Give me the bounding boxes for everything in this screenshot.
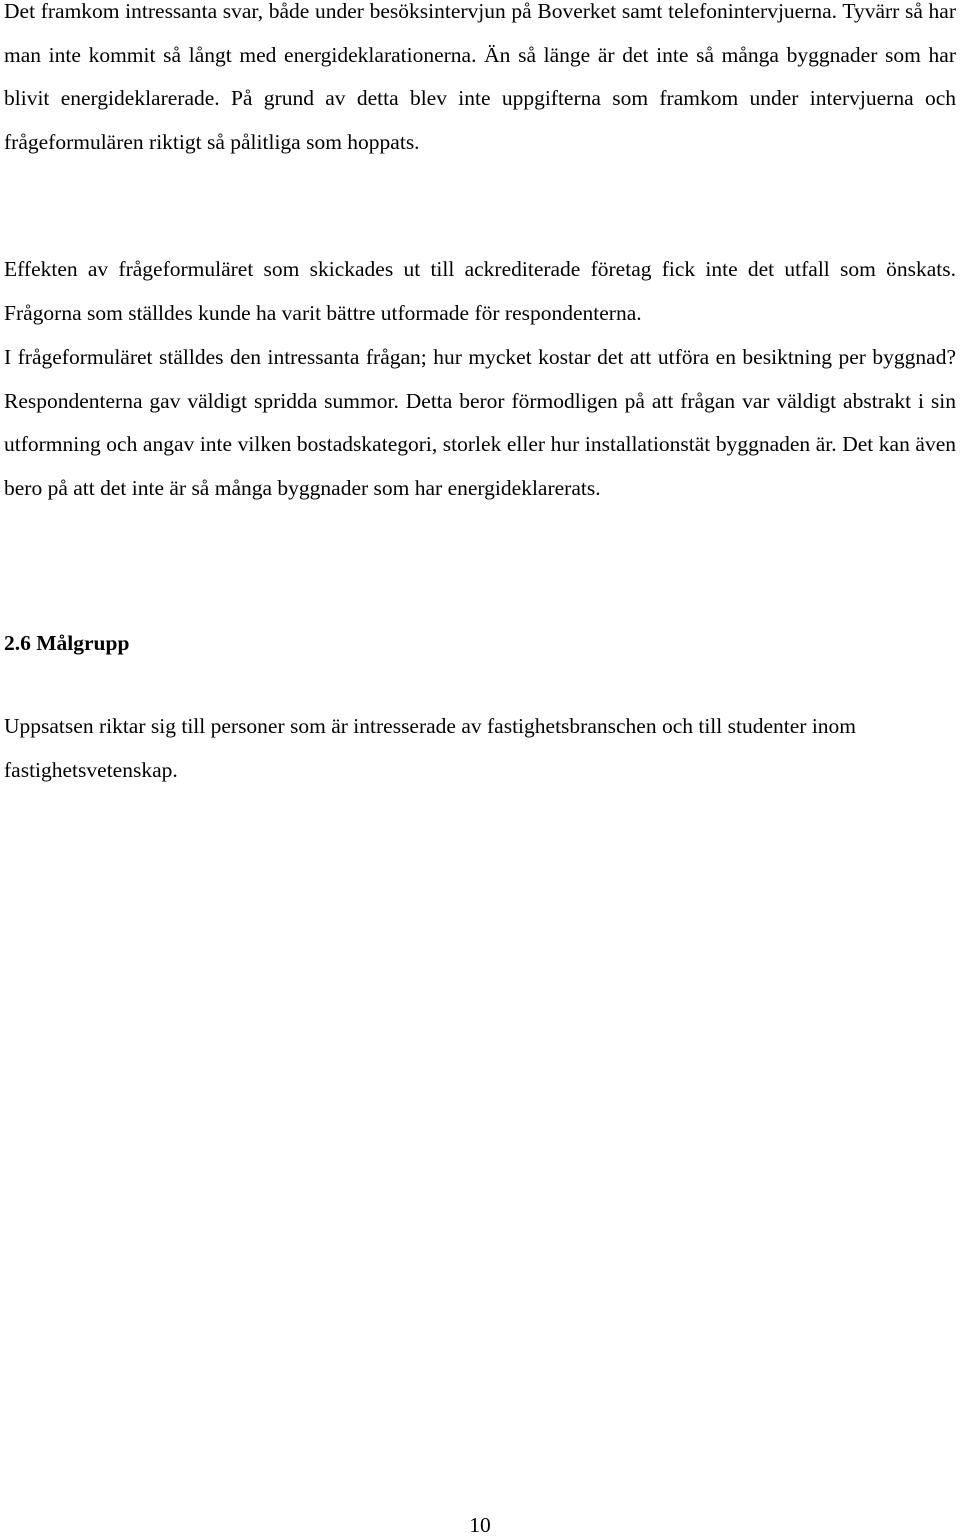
paragraph-inspection-cost: I frågeformuläret ställdes den intressanta frågan; hur mycket kostar det att utföra en besiktning per byggnad? Respondenterna gav väldigt spridda summor. Detta beror förmodligen på att frågan var väldigt abstrakt i sin utformning och angav inte vilken bostadskategori, storlek eller hur installationstät byggnaden är. Det kan även bero på att det inte är så många byggnader som har energideklarerats. — [4, 345, 956, 500]
paragraph-interview-results: Det framkom intressanta svar, både under besöksintervjun på Boverket samt telefonintervjuerna. Tyvärr så har man inte kommit så långt med energideklarationerna. Än så länge är det inte så många byggnader som har blivit energideklarerade. På grund av detta blev inte uppgifterna som framkom under intervjuerna och frågeformulären riktigt så pålitliga som hoppats. — [4, 0, 956, 154]
section-heading: 2.6 Målgrupp — [4, 631, 130, 655]
page-number: 10 — [469, 1513, 491, 1537]
paragraph-questionnaire-effect: Effekten av frågeformuläret som skickades ut till ackrediterade företag fick inte det utfall som önskats. Frågorna som ställdes kunde ha varit bättre utformade för respondenterna. — [4, 257, 956, 325]
paragraph-target-group: Uppsatsen riktar sig till personer som är intresserade av fastighetsbranschen och till studenter inom fastighetsvetenskap. — [4, 714, 857, 782]
